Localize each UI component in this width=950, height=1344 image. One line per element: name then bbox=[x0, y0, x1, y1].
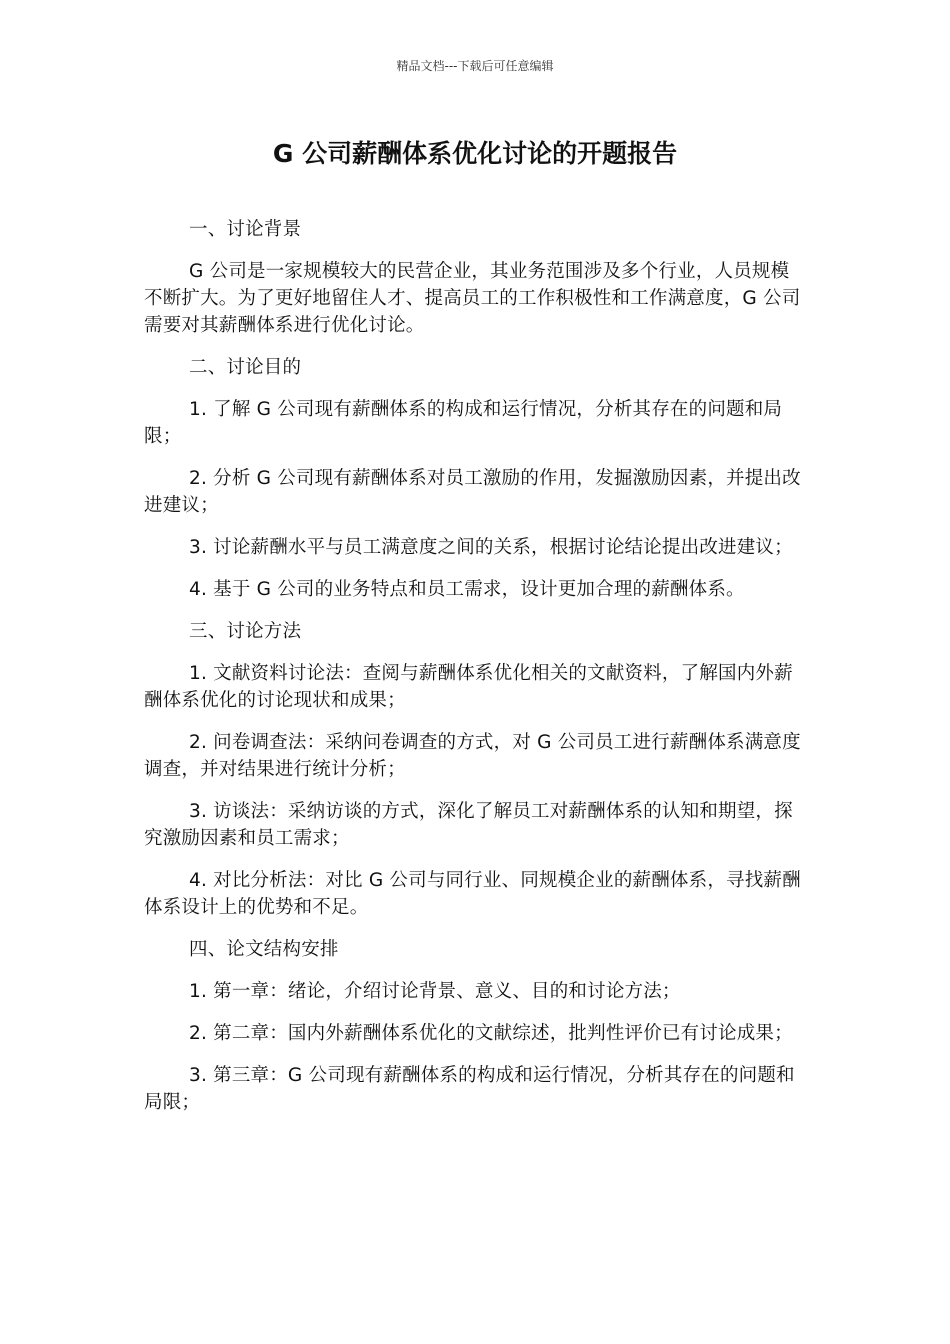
method-item: 4. 对比分析法：对比 G 公司与同行业、同规模企业的薪酬体系，寻找薪酬体系设计上的优势和不足。 bbox=[144, 870, 801, 918]
paragraph-background: G 公司是一家规模较大的民营企业，其业务范围涉及多个行业，人员规模不断扩大。为了更好地留住人才、提高员工的工作积极性和工作满意度，G 公司需要对其薪酬体系进行优化讨论。 bbox=[144, 261, 801, 336]
section-heading-background: 一、讨论背景 bbox=[189, 219, 302, 240]
purpose-item: 4. 基于 G 公司的业务特点和员工需求，设计更加合理的薪酬体系。 bbox=[189, 579, 745, 600]
purpose-item: 2. 分析 G 公司现有薪酬体系对员工激励的作用，发掘激励因素，并提出改进建议； bbox=[144, 468, 801, 516]
structure-item: 3. 第三章：G 公司现有薪酬体系的构成和运行情况，分析其存在的问题和局限； bbox=[144, 1065, 795, 1113]
method-item: 3. 访谈法：采纳访谈的方式，深化了解员工对薪酬体系的认知和期望，探究激励因素和员工需求； bbox=[144, 801, 793, 849]
document-body bbox=[144, 216, 804, 1131]
method-item: 2. 问卷调查法：采纳问卷调查的方式，对 G 公司员工进行薪酬体系满意度调查，并对结果进行统计分析； bbox=[144, 732, 801, 780]
section-heading-structure: 四、论文结构安排 bbox=[189, 939, 339, 960]
method-item: 1. 文献资料讨论法：查阅与薪酬体系优化相关的文献资料，了解国内外薪酬体系优化的讨论现状和成果； bbox=[144, 663, 793, 711]
purpose-item: 3. 讨论薪酬水平与员工满意度之间的关系，根据讨论结论提出改进建议； bbox=[189, 537, 793, 558]
purpose-item: 1. 了解 G 公司现有薪酬体系的构成和运行情况，分析其存在的问题和局限； bbox=[144, 399, 783, 447]
structure-item: 1. 第一章：绪论，介绍讨论背景、意义、目的和讨论方法； bbox=[189, 981, 681, 1002]
section-heading-purpose: 二、讨论目的 bbox=[189, 357, 302, 378]
header-note: 精品文档---下载后可任意编辑 bbox=[396, 59, 554, 73]
document-title: G 公司薪酬体系优化讨论的开题报告 bbox=[272, 139, 678, 168]
structure-item: 2. 第二章：国内外薪酬体系优化的文献综述，批判性评价已有讨论成果； bbox=[189, 1023, 793, 1044]
section-heading-methods: 三、讨论方法 bbox=[189, 621, 302, 642]
